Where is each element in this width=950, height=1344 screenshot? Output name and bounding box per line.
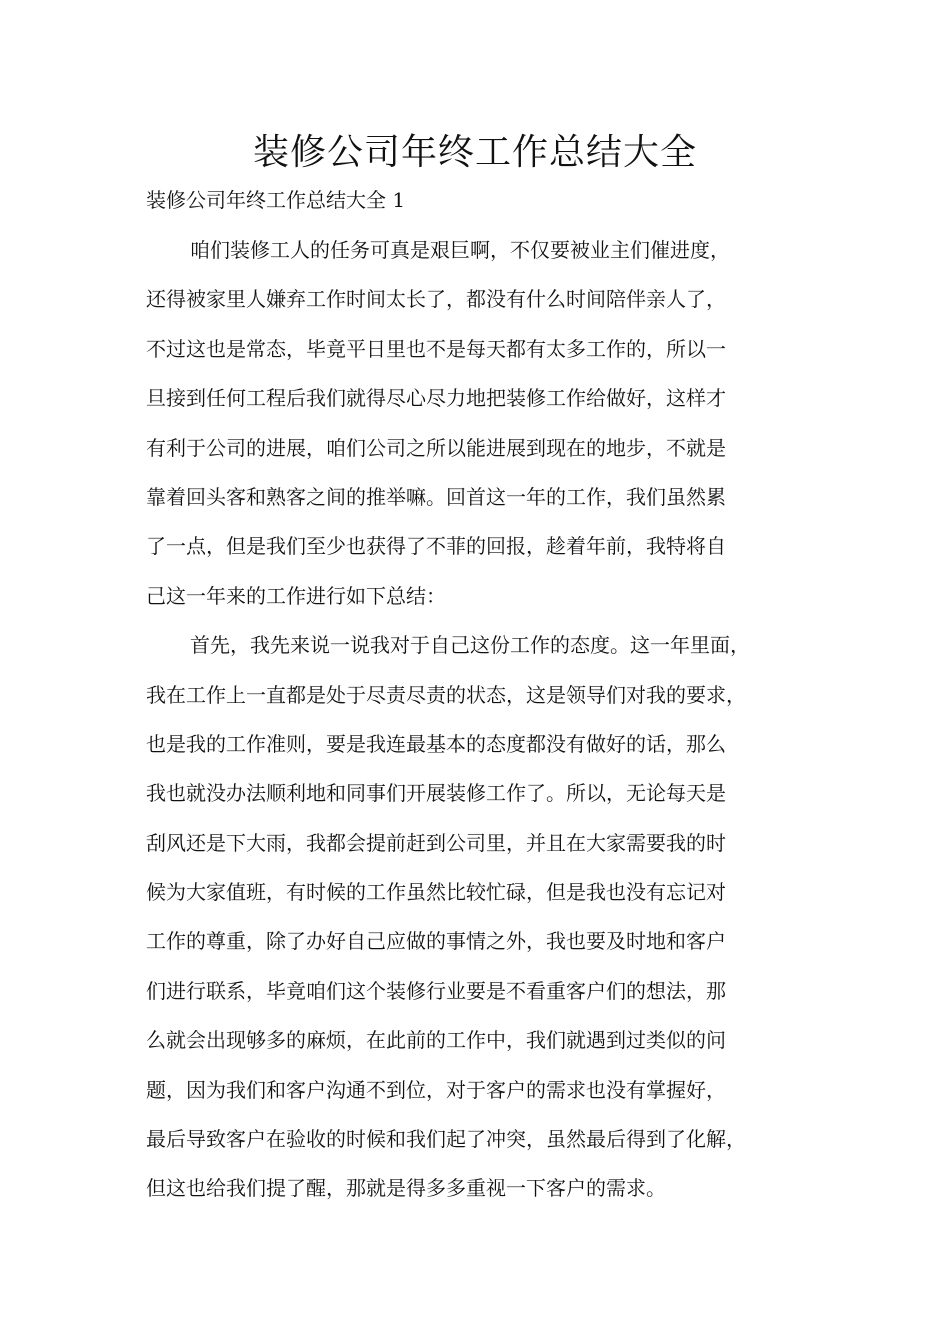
text-line: 也是我的工作准则，要是我连最基本的态度都没有做好的话，那么 [146, 731, 726, 756]
text-line: 己这一年来的工作进行如下总结： [146, 583, 446, 608]
text-line: 靠着回头客和熟客之间的推举嘛。回首这一年的工作，我们虽然累 [146, 484, 726, 509]
text-line: 咱们装修工人的任务可真是艰巨啊，不仅要被业主们催进度， [190, 238, 730, 262]
text-line: 候为大家值班，有时候的工作虽然比较忙碌，但是我也没有忘记对 [146, 880, 726, 905]
text-line: 旦接到任何工程后我们就得尽心尽力地把装修工作给做好，这样才 [146, 386, 726, 411]
document-body [146, 233, 826, 1221]
text-line: 工作的尊重，除了办好自己应做的事情之外，我也要及时地和客户 [146, 929, 726, 954]
text-line: 们进行联系，毕竟咱们这个装修行业要是不看重客户们的想法，那 [146, 978, 726, 1003]
text-line: 最后导致客户在验收的时候和我们起了冲突，虽然最后得到了化解， [146, 1127, 746, 1152]
text-line: 题，因为我们和客户沟通不到位，对于客户的需求也没有掌握好， [146, 1077, 726, 1102]
text-line: 了一点，但是我们至少也获得了不菲的回报，趁着年前，我特将自 [146, 534, 726, 559]
paragraph [146, 628, 826, 1221]
section-heading: 装修公司年终工作总结大全 1 [146, 188, 406, 212]
text-line: 但这也给我们提了醒，那就是得多多重视一下客户的需求。 [146, 1176, 666, 1201]
paragraph [146, 233, 826, 628]
document-title: 装修公司年终工作总结大全 [252, 132, 697, 173]
text-line: 么就会出现够多的麻烦，在此前的工作中，我们就遇到过类似的问 [146, 1028, 726, 1053]
text-line: 我也就没办法顺利地和同事们开展装修工作了。所以，无论每天是 [146, 781, 726, 806]
text-line: 首先，我先来说一说我对于自己这份工作的态度。这一年里面， [190, 633, 750, 658]
text-line: 有利于公司的进展，咱们公司之所以能进展到现在的地步，不就是 [146, 435, 726, 460]
text-line: 还得被家里人嫌弃工作时间太长了，都没有什么时间陪伴亲人了， [146, 287, 726, 312]
text-line: 刮风还是下大雨，我都会提前赶到公司里，并且在大家需要我的时 [146, 830, 726, 855]
text-line: 不过这也是常态，毕竟平日里也不是每天都有太多工作的，所以一 [146, 336, 726, 361]
text-line: 我在工作上一直都是处于尽责尽责的状态，这是领导们对我的要求， [146, 682, 746, 707]
